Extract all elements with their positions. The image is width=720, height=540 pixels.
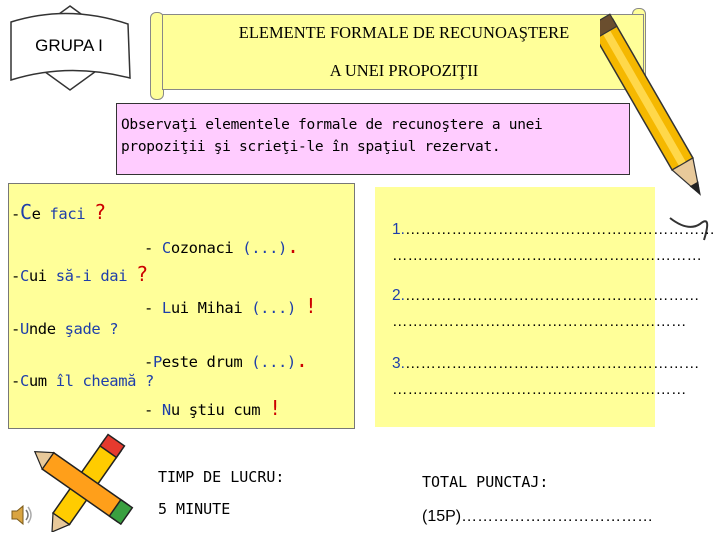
instruction-box [116,103,630,175]
question-mark: ? [109,320,119,338]
dash: - [144,401,162,419]
dash: - [11,320,20,338]
answer-box [375,187,715,427]
group-label: GRUPA I [35,36,103,55]
score-value: (15P)……………………………… [422,508,654,525]
title-scroll [148,8,648,100]
dash: - [11,267,20,285]
words: să-i dai [55,267,128,285]
question-1 [11,200,106,224]
question-mark: ? [145,372,154,390]
instruction-line-2: propoziţii şi scrieţi-le în spaţiul rezervat. [121,139,501,155]
word: este drum [161,353,243,371]
word: u [170,401,180,419]
answer-field-1[interactable] [392,221,715,239]
period: . [295,348,308,372]
answer-field-3[interactable] [392,355,699,373]
question-2 [11,262,148,286]
words: ştiu cum [188,401,261,419]
word: um [28,372,47,390]
capital-letter: N [161,401,171,419]
title-panel [162,14,644,90]
words: şade [64,320,101,338]
ellipsis: (...) [242,239,287,257]
dash: - [11,205,20,223]
capital-letter: C [19,267,29,285]
word: e [31,205,41,223]
dash: - [11,372,20,390]
pencils-icon [22,432,152,532]
capital-letter: C [19,372,29,390]
question-3 [11,320,118,338]
ellipsis: (...) [251,299,296,317]
word: ui [28,267,47,285]
capital-letter: L [161,299,171,317]
answer-dots-line[interactable]: …………………………………………………… [392,247,702,264]
instruction-line-1: Observaţi elementele formale de recunoştere a unei [121,117,543,133]
answer-3 [144,348,308,372]
word: ozonaci [170,239,234,257]
words: îl cheamă [55,372,137,390]
title-line-2: A UNEI PROPOZIŢII [329,61,479,80]
question-4 [11,372,154,390]
answer-2 [144,294,316,318]
title-line-1: ELEMENTE FORMALE DE RECUNOAŞTERE [238,23,570,42]
answer-dots-line[interactable]: ………………………………………………… [392,381,687,398]
exclamation-mark: ! [304,294,317,318]
words: faci [49,205,86,223]
dash: - [144,299,162,317]
word: nde [28,320,56,338]
exclamation-mark: ! [269,396,281,420]
answer-dots: ………………………………………………… [404,287,700,304]
dialog-box [8,183,355,429]
score-label: TOTAL PUNCTAJ: [422,473,549,491]
capital-letter: C [161,239,171,257]
speaker-icon[interactable] [10,504,34,526]
answer-number: 1. [392,221,405,238]
ellipsis: (...) [251,353,296,371]
answer-4 [144,396,281,420]
dash: - [144,239,162,257]
time-label: TIMP DE LUCRU: [158,468,285,486]
word: ui Mihai [170,299,243,317]
period: . [286,234,299,258]
answer-number: 3. [392,355,405,372]
group-badge [8,2,140,92]
answer-1 [144,234,299,258]
capital-letter: U [19,320,29,338]
answer-dots: ………………………………………………… [404,355,700,372]
dash: - [144,353,153,371]
answer-field-2[interactable] [392,287,699,305]
answer-dots-line[interactable]: ………………………………………………… [392,313,687,330]
answer-dots: …………………………………………………… [404,221,715,238]
capital-letter: C [19,200,32,224]
time-value: 5 MINUTE [158,500,231,518]
capital-letter: P [152,353,162,371]
question-mark: ? [136,262,148,286]
answer-number: 2. [392,287,405,304]
question-mark: ? [94,200,106,224]
